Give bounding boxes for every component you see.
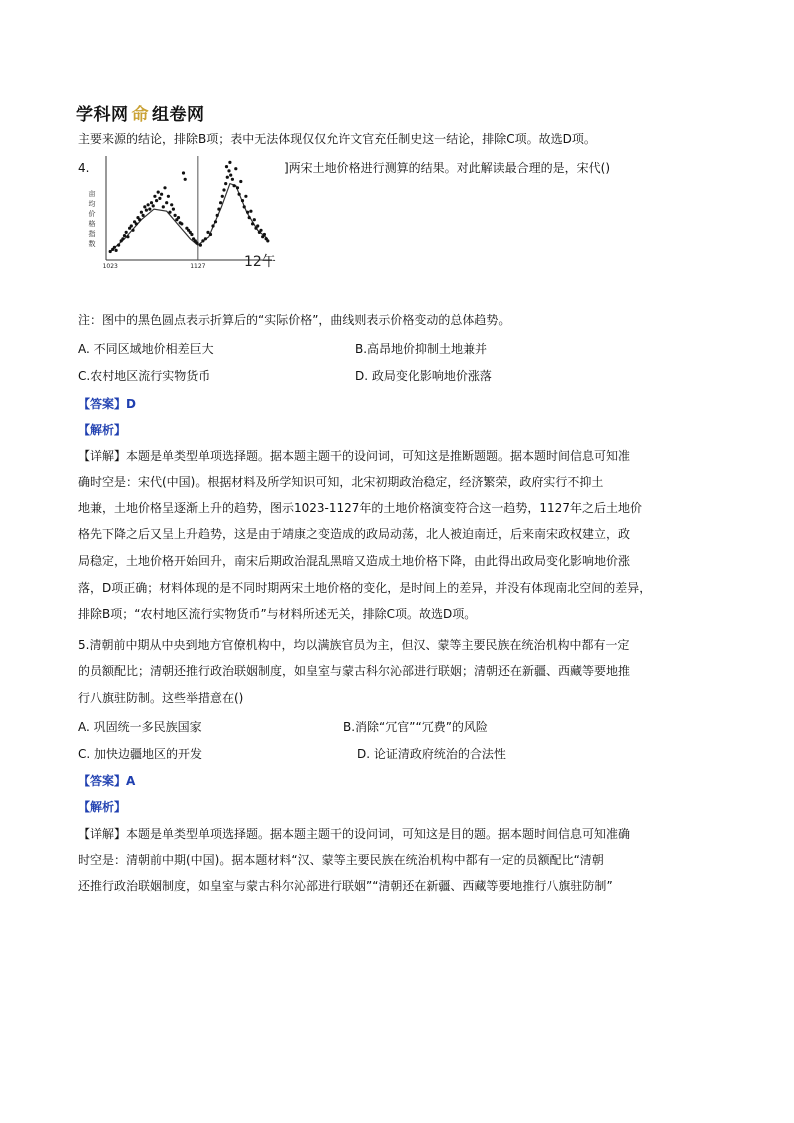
data-point [214, 220, 217, 223]
data-point [259, 229, 262, 232]
data-point [225, 165, 228, 168]
data-point [239, 180, 242, 183]
data-point [115, 249, 118, 252]
data-point [155, 199, 158, 202]
data-point [157, 191, 160, 194]
data-point [180, 222, 183, 225]
q5-option-c: C. 加快边疆地区的开发 [78, 747, 203, 761]
x-tick-label: 1023 [102, 263, 118, 270]
q4-number: 4. [78, 161, 90, 175]
q5-answer: 【答案】A [78, 774, 136, 788]
data-point [221, 195, 224, 198]
q4-option-a: A. 不同区域地价相差巨大 [78, 342, 214, 356]
data-point [249, 210, 252, 213]
y-axis-label-char: 格 [88, 220, 96, 228]
data-point [109, 250, 112, 253]
data-point [125, 231, 128, 234]
q4-analysis-line: 格先下降之后又呈上升趋势，这是由于靖康之变造成的政局动荡，北人被迫南迁，后来南宋政权建立，政 [78, 527, 631, 541]
data-point [238, 193, 241, 196]
q4-analysis-line: 确时空是：宋代(中国)。根据材料及所学知识可知，北宋初期政治稳定，经济繁荣，政府实行不抑土 [78, 475, 604, 489]
q4-analysis-line: 排除B项；“农村地区流行实物货币”与材料所述无关，排除C项。故选D项。 [78, 607, 477, 621]
logo-right-text: 组卷网 [152, 105, 205, 125]
q5-stem-line: 的员额配比；清朝还推行政治联姻制度，如皇室与蒙古科尔沁部进行联姻；清朝还在新疆、西藏等要地推 [78, 664, 631, 678]
q4-option-b: B.高昂地价抑制土地兼并 [355, 342, 488, 356]
data-point [143, 205, 146, 208]
q5-option-d: D. 论证清政府统治的合法性 [357, 747, 506, 761]
data-point [153, 195, 156, 198]
y-axis-label-char: 价 [88, 210, 96, 218]
q4-stem: ]两宋土地价格进行测算的结果。对此解读最合理的是，宋代() [284, 161, 611, 175]
data-point [123, 234, 126, 237]
data-point [152, 204, 155, 207]
data-point [162, 205, 165, 208]
data-point [168, 211, 171, 214]
q4-analysis-line: 【详解】本题是单类型单项选择题。据本题主题干的设问词，可知这是推断题题。据本题时间信息可知准 [78, 449, 631, 463]
data-point [165, 201, 168, 204]
q5-option-a: A. 巩固统一多民族国家 [78, 720, 202, 734]
data-point [241, 199, 244, 202]
q4-analysis-label: 【解析】 [78, 423, 127, 437]
data-point [199, 244, 202, 247]
data-point [172, 208, 175, 211]
q4-answer: 【答案】D [78, 397, 136, 411]
data-point [184, 178, 187, 181]
y-axis-label-char: 均 [88, 200, 96, 208]
data-point [209, 233, 212, 236]
data-point [251, 222, 254, 225]
data-point [263, 233, 266, 236]
q4-analysis-line: 地兼，土地价格呈逐渐上升的趋势，图示1023-1127年的土地价格演变符合这一趋势，1127年之后土地价 [78, 501, 642, 515]
y-axis-label-char: 数 [88, 240, 96, 248]
data-point [243, 205, 246, 208]
data-point [227, 169, 230, 172]
land-price-chart-svg [88, 152, 286, 276]
q5-stem-line: 行八旗驻防制。这些举措意在() [78, 691, 244, 705]
data-point [140, 211, 143, 214]
data-point [244, 195, 247, 198]
data-point [231, 178, 234, 181]
data-point [113, 246, 116, 249]
y-axis-label-char: 亩 [88, 190, 96, 198]
data-point [177, 216, 180, 219]
q5-analysis-label: 【解析】 [78, 800, 127, 814]
data-point [266, 239, 269, 242]
logo-mid-text: 命 [131, 105, 149, 125]
data-point [248, 216, 251, 219]
q4-analysis-line: 落，D项正确；材料体现的是不同时期两宋土地价格的变化，是时间上的差异，并没有体现南北空间的差异， [78, 581, 652, 595]
data-point [174, 214, 177, 217]
land-price-chart [88, 152, 286, 276]
data-point [195, 241, 198, 244]
data-point [233, 184, 236, 187]
data-point [256, 224, 259, 227]
data-point [246, 211, 249, 214]
y-axis-label-char: 指 [88, 230, 96, 238]
data-point [145, 209, 148, 212]
data-point [148, 208, 151, 211]
data-point [216, 214, 219, 217]
data-point [158, 197, 161, 200]
data-point [117, 244, 120, 247]
data-point [190, 233, 193, 236]
q5-option-b: B.消除“冗官”“冗费”的风险 [343, 720, 488, 734]
trend-curve [110, 184, 268, 252]
q5-stem-line: 5.清朝前中期从中央到地方官僚机构中，均以满族官员为主，但汉、蒙等主要民族在统治机构中都有一定 [78, 638, 630, 652]
data-point [135, 222, 138, 225]
data-point [160, 193, 163, 196]
data-point [182, 171, 185, 174]
data-point [131, 229, 134, 232]
data-point [163, 186, 166, 189]
data-point [228, 161, 231, 164]
data-point [121, 237, 124, 240]
data-point [167, 195, 170, 198]
q4-option-c: C.农村地区流行实物货币 [78, 369, 211, 383]
data-point [253, 218, 256, 221]
data-point [224, 182, 227, 185]
data-point [222, 188, 225, 191]
data-point [201, 239, 204, 242]
data-point [217, 208, 220, 211]
q5-analysis-line: 还推行政治联姻制度，如皇室与蒙古科尔沁部进行联姻”“清朝还在新疆、西藏等要地推行八旗驻防制” [78, 879, 613, 893]
q4-note: 注：图中的黑色圆点表示折算后的“实际价格”，曲线则表示价格变动的总体趋势。 [78, 313, 511, 327]
data-point [142, 214, 145, 217]
q4-option-d: D. 政局变化影响地价涨落 [355, 369, 492, 383]
data-point [138, 218, 141, 221]
data-point [234, 167, 237, 170]
data-point [147, 203, 150, 206]
q5-analysis-line: 【详解】本题是单类型单项选择题。据本题主题干的设问词，可知这是目的题。据本题时间信息可知准确 [78, 827, 631, 841]
data-point [211, 224, 214, 227]
data-point [204, 237, 207, 240]
logo-left-text: 学科网 [76, 105, 129, 125]
q4-analysis-line: 局稳定，土地价格开始回升，南宋后期政治混乱黑暗又造成土地价格下降，由此得出政局变化影响地价涨 [78, 554, 631, 568]
q5-analysis-line: 时空是：清朝前中期(中国)。据本题材料“汉、蒙等主要民族在统治机构中都有一定的员额配比“清朝 [78, 853, 604, 867]
chart-overlay-label: 12午 [244, 254, 276, 270]
data-point [150, 201, 153, 204]
x-tick-label: 1127 [190, 263, 206, 270]
data-point [226, 176, 229, 179]
data-point [130, 224, 133, 227]
data-point [126, 235, 129, 238]
data-point [219, 201, 222, 204]
data-point [206, 231, 209, 234]
data-point [236, 186, 239, 189]
q3-tail-text: 主要来源的结论，排除B项；表中无法体现仅仅允许文官充任制史这一结论，排除C项。故选D项。 [78, 132, 596, 146]
data-point [229, 174, 232, 177]
data-point [170, 203, 173, 206]
logo [76, 100, 205, 125]
